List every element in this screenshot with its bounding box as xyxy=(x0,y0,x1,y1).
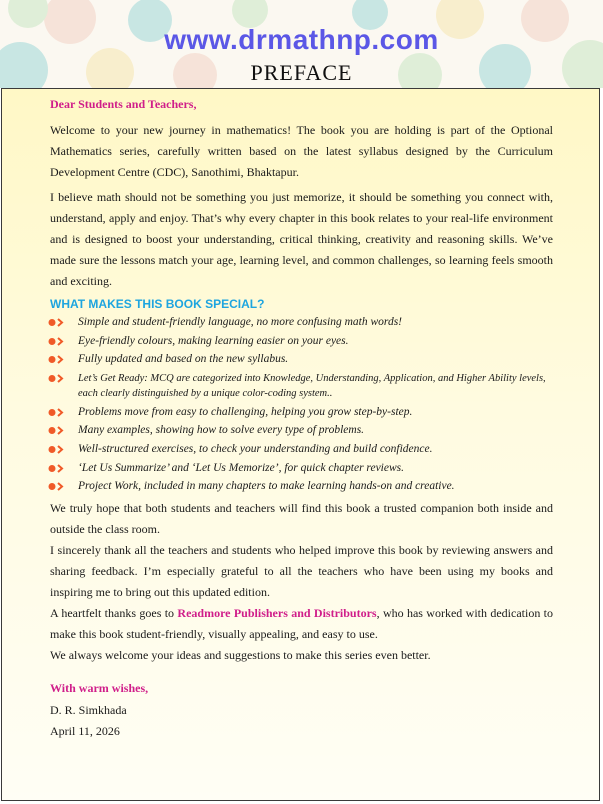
publisher-paragraph xyxy=(50,603,553,645)
arrow-bullet-icon xyxy=(48,374,66,383)
publisher-text-after: , who has worked with dedication to make this book student-friendly, visually appealing, and easy to use. xyxy=(50,605,554,641)
feature-text: Many examples, showing how to solve every type of problems. xyxy=(78,424,365,437)
date: April 11, 2026 xyxy=(50,723,120,738)
feature-text: Project Work, included in many chapters to make learning hands-on and creative. xyxy=(78,480,455,493)
publisher-name: Readmore Publishers and Distributors xyxy=(177,605,377,620)
feature-item xyxy=(50,332,553,351)
preface-body xyxy=(1,88,600,801)
arrow-bullet-icon xyxy=(48,408,66,417)
thanks-paragraph: I sincerely thank all the teachers and students who helped improve this book by reviewing answers and sharing feedback. I’m especially grateful to all the teachers who have been using my books and inspiring me to bring out this updated edition. xyxy=(50,542,553,599)
feature-item xyxy=(50,421,553,440)
feature-text: Simple and student-friendly language, no more confusing math words! xyxy=(78,316,402,328)
feature-item xyxy=(50,440,553,459)
arrow-bullet-icon xyxy=(48,464,66,473)
feature-text: Problems move from easy to challenging, helping you grow step-by-step. xyxy=(78,405,413,418)
arrow-bullet-icon xyxy=(48,337,66,346)
site-url: www.drmathnp.com xyxy=(164,24,439,55)
arrow-bullet-icon xyxy=(48,426,66,435)
feature-text: Eye-friendly colours, making learning easier on your eyes. xyxy=(78,334,349,347)
feature-list xyxy=(50,313,553,496)
belief-paragraph: I believe math should not be something you just memorize, it should be something you connect with, understand, apply and enjoy. That’s why every chapter in this book relates to your real-life environment and is designed to boost your understanding, critical thinking, creativity and reasoning skills. We’ve made sure the lessons match your age, learning level, and common challenges, so learning feels smooth and exciting. xyxy=(50,190,553,288)
feature-item xyxy=(50,403,553,422)
hope-paragraph: We truly hope that both students and teachers will find this book a trusted companion both inside and outside the class room. xyxy=(50,500,553,536)
greeting: Dear Students and Teachers, xyxy=(50,97,197,111)
arrow-bullet-icon xyxy=(48,482,66,491)
header-banner xyxy=(0,0,603,88)
feature-text: Well-structured exercises, to check your understanding and build confidence. xyxy=(78,442,433,455)
welcome-ideas: We always welcome your ideas and suggestions to make this series even better. xyxy=(50,647,431,662)
arrow-bullet-icon xyxy=(48,445,66,454)
feature-item xyxy=(50,459,553,478)
closing-line: With warm wishes, xyxy=(50,680,149,695)
feature-text: Fully updated and based on the new syllabus. xyxy=(78,353,289,366)
feature-item xyxy=(50,350,553,369)
special-heading: WHAT MAKES THIS BOOK SPECIAL? xyxy=(50,297,265,311)
intro-paragraph: Welcome to your new journey in mathematics! The book you are holding is part of the Optional Mathematics series, carefully written based on the latest syllabus designed by the Curriculum Development Centre (CDC), Sanothimi, Bhaktapur. xyxy=(50,123,553,179)
author-name: D. R. Simkhada xyxy=(50,702,127,717)
arrow-bullet-icon xyxy=(48,318,66,327)
arrow-bullet-icon xyxy=(48,355,66,364)
feature-text: Let’s Get Ready: MCQ are categorized into Knowledge, Understanding, Application, and Higher Ability levels, each clearly distinguished by a unique color-coding system.. xyxy=(78,372,546,399)
feature-text: ‘Let Us Summarize’ and ‘Let Us Memorize’, for quick chapter reviews. xyxy=(78,461,404,474)
page-title: PREFACE xyxy=(250,60,353,85)
feature-item xyxy=(50,477,553,496)
publisher-text-before: A heartfelt thanks goes to xyxy=(50,605,178,620)
feature-item xyxy=(50,369,553,403)
feature-item xyxy=(50,313,553,332)
